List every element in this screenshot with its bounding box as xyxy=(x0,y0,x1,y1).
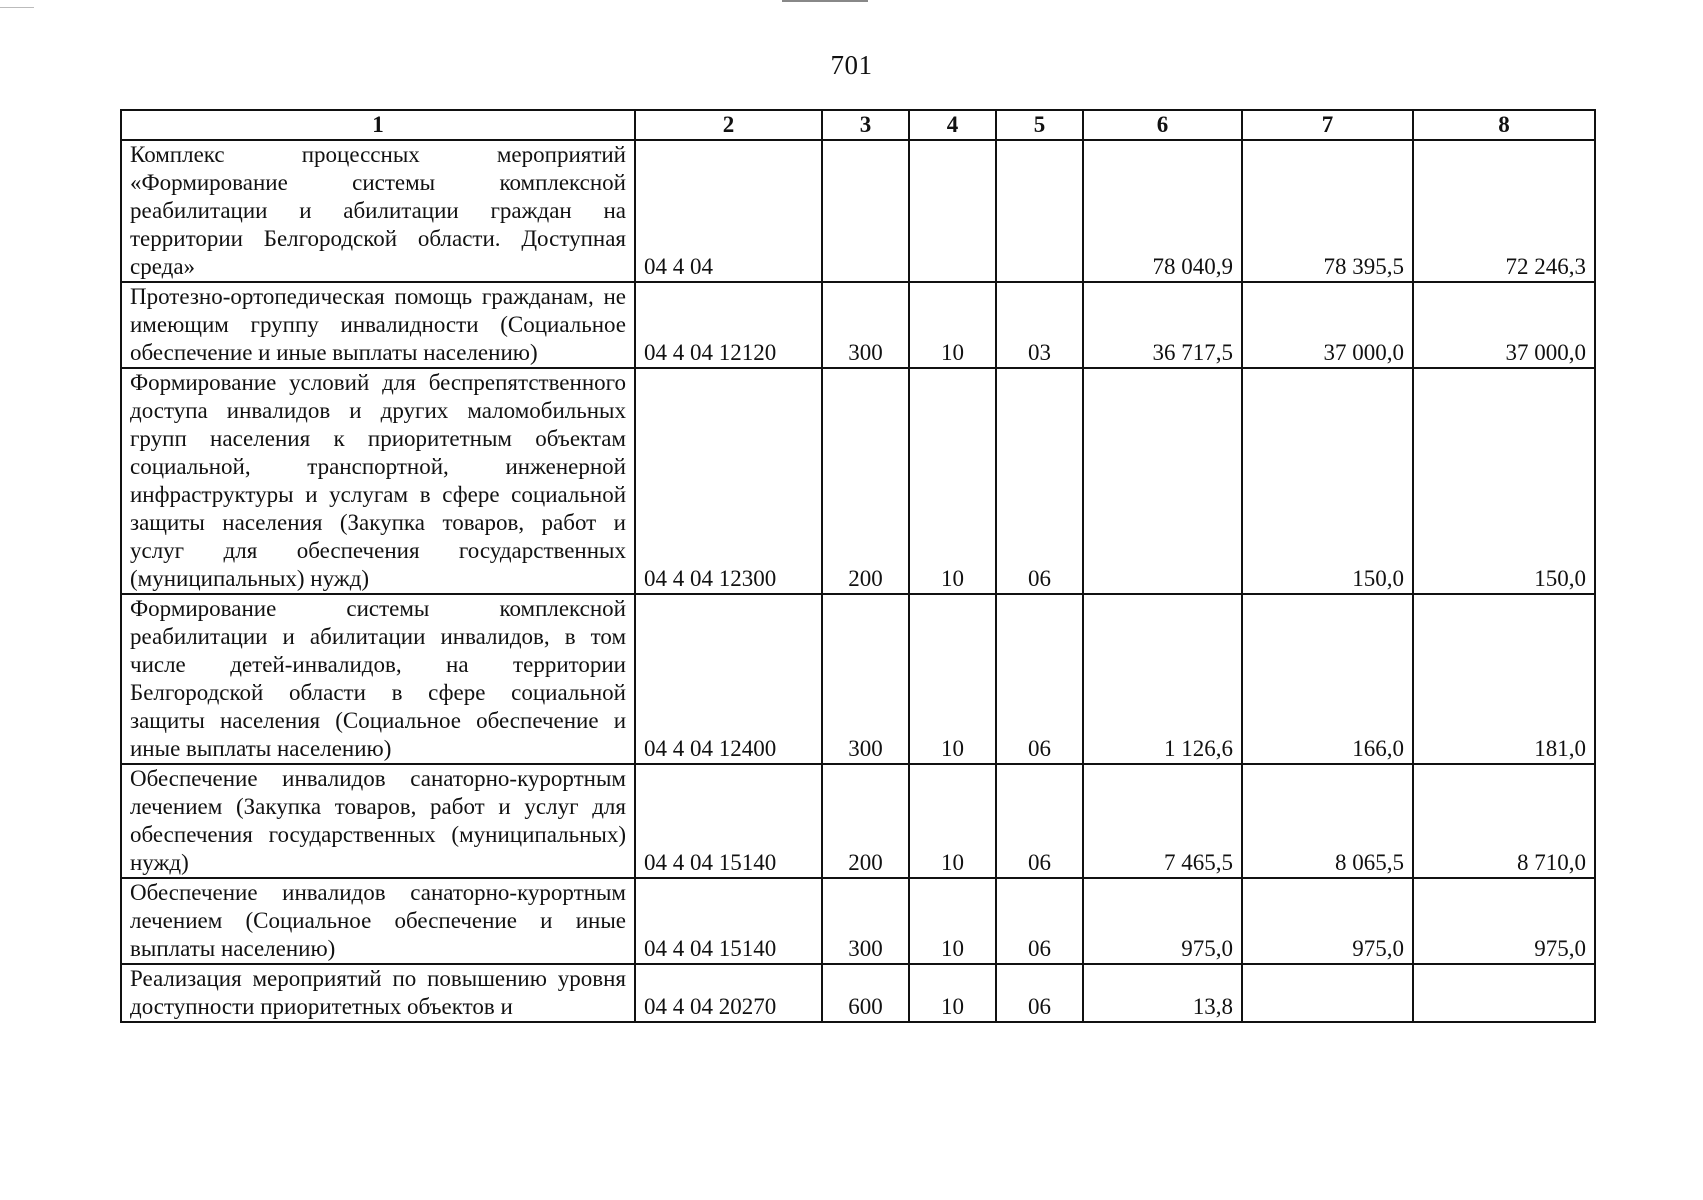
target-code: 04 4 04 12300 xyxy=(635,368,822,594)
subsection: 06 xyxy=(996,964,1083,1022)
item-name: Обеспечение инвалидов санаторно-курортным лечением (Социальное обеспечение и иные выплаты населению) xyxy=(121,878,635,964)
expense-type: 300 xyxy=(822,594,909,764)
target-code: 04 4 04 15140 xyxy=(635,878,822,964)
scan-artifact-line xyxy=(782,0,868,2)
table-row xyxy=(121,282,1595,368)
item-name: Протезно-ортопедическая помощь гражданам, не имеющим группу инвалидности (Социальное обеспечение и иные выплаты населению) xyxy=(121,282,635,368)
table-row xyxy=(121,764,1595,878)
target-code: 04 4 04 12400 xyxy=(635,594,822,764)
amount-col8: 181,0 xyxy=(1413,594,1595,764)
table-row xyxy=(121,140,1595,282)
amount-col8: 150,0 xyxy=(1413,368,1595,594)
table-row xyxy=(121,878,1595,964)
amount-col6: 36 717,5 xyxy=(1083,282,1242,368)
section: 10 xyxy=(909,764,996,878)
expense-type: 600 xyxy=(822,964,909,1022)
amount-col7: 78 395,5 xyxy=(1242,140,1413,282)
item-name: Реализация мероприятий по повышению уровня доступности приоритетных объектов и xyxy=(121,964,635,1022)
expense-type: 200 xyxy=(822,764,909,878)
column-header: 6 xyxy=(1083,110,1242,140)
amount-col8: 72 246,3 xyxy=(1413,140,1595,282)
subsection: 06 xyxy=(996,878,1083,964)
expense-type: 200 xyxy=(822,368,909,594)
section: 10 xyxy=(909,282,996,368)
column-header: 8 xyxy=(1413,110,1595,140)
expense-type: 300 xyxy=(822,878,909,964)
section xyxy=(909,140,996,282)
column-header: 2 xyxy=(635,110,822,140)
amount-col7: 166,0 xyxy=(1242,594,1413,764)
subsection: 06 xyxy=(996,764,1083,878)
target-code: 04 4 04 20270 xyxy=(635,964,822,1022)
table-header-row xyxy=(121,110,1595,140)
column-header: 5 xyxy=(996,110,1083,140)
subsection: 06 xyxy=(996,594,1083,764)
section: 10 xyxy=(909,878,996,964)
amount-col7: 150,0 xyxy=(1242,368,1413,594)
expense-type xyxy=(822,140,909,282)
subsection: 06 xyxy=(996,368,1083,594)
item-name: Формирование системы комплексной реабилитации и абилитации инвалидов, в том числе детей-инвалидов, на территории Белгородской области в сфере социальной защиты населения (Социальное обеспечение и иные выплаты населению) xyxy=(121,594,635,764)
amount-col6 xyxy=(1083,368,1242,594)
column-header: 1 xyxy=(121,110,635,140)
amount-col6: 7 465,5 xyxy=(1083,764,1242,878)
section: 10 xyxy=(909,368,996,594)
item-name: Обеспечение инвалидов санаторно-курортным лечением (Закупка товаров, работ и услуг для обеспечения государственных (муниципальных) нужд) xyxy=(121,764,635,878)
amount-col7: 37 000,0 xyxy=(1242,282,1413,368)
table-row xyxy=(121,368,1595,594)
amount-col6: 78 040,9 xyxy=(1083,140,1242,282)
amount-col6: 1 126,6 xyxy=(1083,594,1242,764)
expense-type: 300 xyxy=(822,282,909,368)
item-name: Формирование условий для беспрепятственного доступа инвалидов и других маломобильных групп населения к приоритетным объектам социальной, транспортной, инженерной инфраструктуры и услугам в сфере социальной защиты населения (Закупка товаров, работ и услуг для обеспечения государственных (муниципальных) нужд) xyxy=(121,368,635,594)
amount-col7 xyxy=(1242,964,1413,1022)
subsection xyxy=(996,140,1083,282)
amount-col8: 975,0 xyxy=(1413,878,1595,964)
budget-table xyxy=(120,109,1596,1023)
amount-col8: 37 000,0 xyxy=(1413,282,1595,368)
page-number: 701 xyxy=(830,50,873,80)
target-code: 04 4 04 12120 xyxy=(635,282,822,368)
section: 10 xyxy=(909,964,996,1022)
amount-col7: 8 065,5 xyxy=(1242,764,1413,878)
target-code: 04 4 04 15140 xyxy=(635,764,822,878)
section: 10 xyxy=(909,594,996,764)
amount-col7: 975,0 xyxy=(1242,878,1413,964)
table-row xyxy=(121,594,1595,764)
table-row xyxy=(121,964,1595,1022)
amount-col6: 975,0 xyxy=(1083,878,1242,964)
amount-col8: 8 710,0 xyxy=(1413,764,1595,878)
target-code: 04 4 04 xyxy=(635,140,822,282)
subsection: 03 xyxy=(996,282,1083,368)
amount-col8 xyxy=(1413,964,1595,1022)
item-name: Комплекс процессных мероприятий «Формирование системы комплексной реабилитации и абилитации граждан на территории Белгородской области. Доступная среда» xyxy=(121,140,635,282)
column-header: 3 xyxy=(822,110,909,140)
column-header: 4 xyxy=(909,110,996,140)
column-header: 7 xyxy=(1242,110,1413,140)
scan-artifact-dash xyxy=(0,7,34,8)
amount-col6: 13,8 xyxy=(1083,964,1242,1022)
